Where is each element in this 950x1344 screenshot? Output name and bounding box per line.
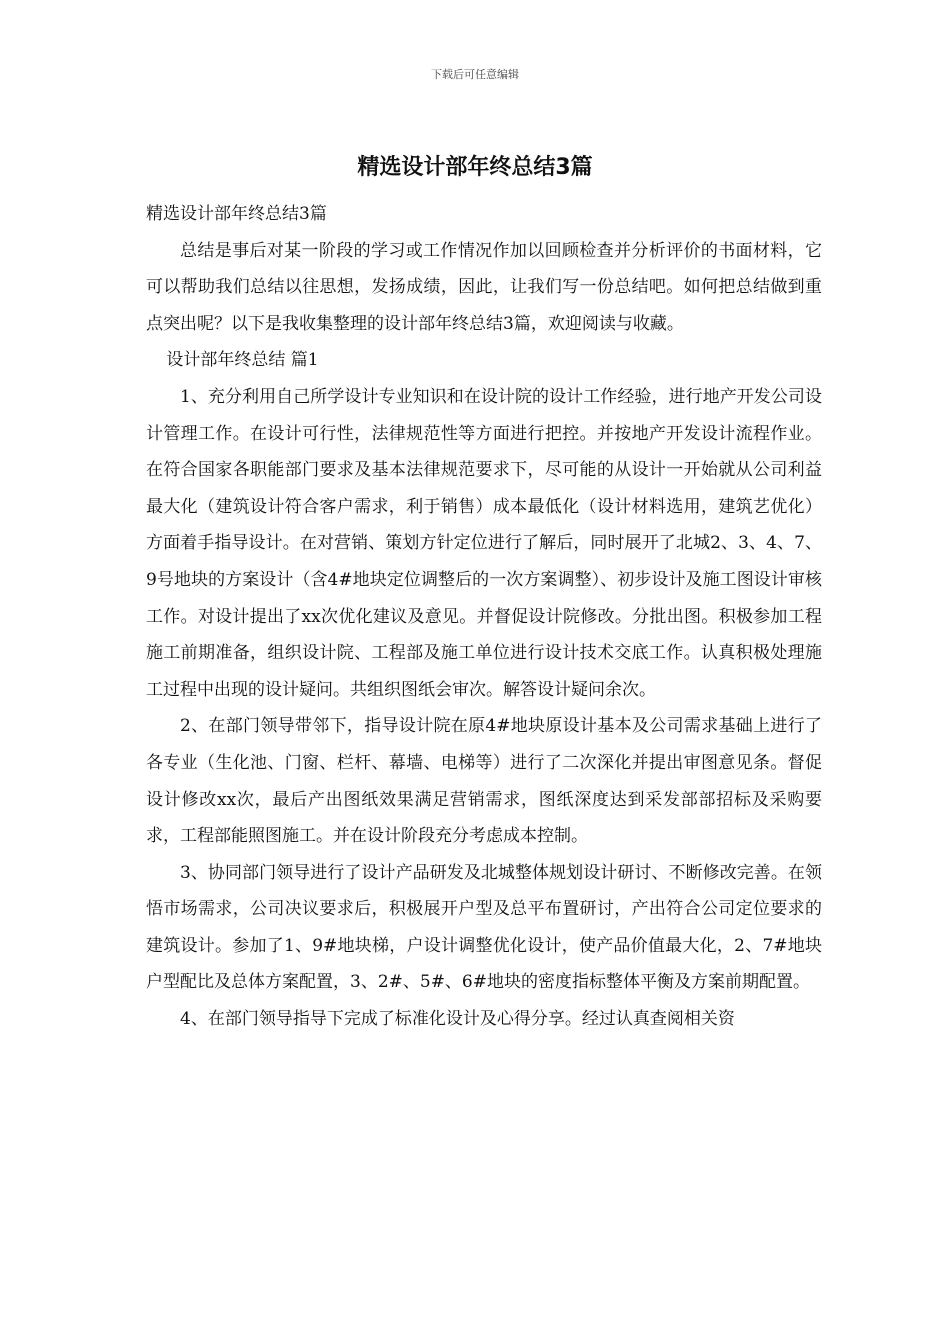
section-heading: 设计部年终总结 篇1	[166, 350, 319, 371]
intro-paragraph: 总结是事后对某一阶段的学习或工作情况作加以回顾检查并分析评价的书面材料，它可以帮助我们总结以往思想，发扬成绩，因此，让我们写一份总结吧。如何把总结做到重点突出呢？以下是我收集整理的设计部年终总结3篇，欢迎阅读与收藏。	[146, 240, 822, 334]
document-body	[146, 196, 822, 1038]
body-paragraph-1: 1、充分利用自己所学设计专业知识和在设计院的设计工作经验，进行地产开发公司设计管理工作。在设计可行性，法律规范性等方面进行把控。并按地产开发设计流程作业。在符合国家各职能部门要求及基本法律规范要求下，尽可能的从设计一开始就从公司利益最大化（建筑设计符合客户需求，利于销售）成本最低化（设计材料选用，建筑艺优化）方面着手指导设计。在对营销、策划方针定位进行了解后，同时展开了北城2、3、4、7、9号地块的方案设计（含4#地块定位调整后的一次方案调整）、初步设计及施工图设计审核工作。对设计提出了xx次优化建议及意见。并督促设计院修改。分批出图。积极参加工程施工前期准备，组织设计院、工程部及施工单位进行设计技术交底工作。认真积极处理施工过程中出现的设计疑问。共组织图纸会审次。解答设计疑问余次。	[146, 386, 822, 700]
body-paragraph-2: 2、在部门领导带邻下，指导设计院在原4#地块原设计基本及公司需求基础上进行了各专业（生化池、门窗、栏杆、幕墙、电梯等）进行了二次深化并提出审图意见条。督促设计修改xx次，最后产出图纸效果满足营销需求，图纸深度达到采发部部招标及采购要求，工程部能照图施工。并在设计阶段充分考虑成本控制。	[146, 716, 822, 847]
document-title: 精选设计部年终总结3篇	[357, 155, 593, 180]
body-paragraph-4: 4、在部门领导指导下完成了标准化设计及心得分享。经过认真查阅相关资	[180, 1009, 735, 1030]
document-subtitle: 精选设计部年终总结3篇	[146, 204, 327, 224]
header-note: 下载后可任意编辑	[431, 68, 519, 81]
body-paragraph-3: 3、协同部门领导进行了设计产品研发及北城整体规划设计研讨、不断修改完善。在领悟市场需求，公司决议要求后，积极展开户型及总平布置研讨，产出符合公司定位要求的建筑设计。参加了1、9#地块梯，户设计调整优化设计，使产品价值最大化，2、7#地块户型配比及总体方案配置，3、2#、5#、6#地块的密度指标整体平衡及方案前期配置。	[146, 862, 822, 993]
